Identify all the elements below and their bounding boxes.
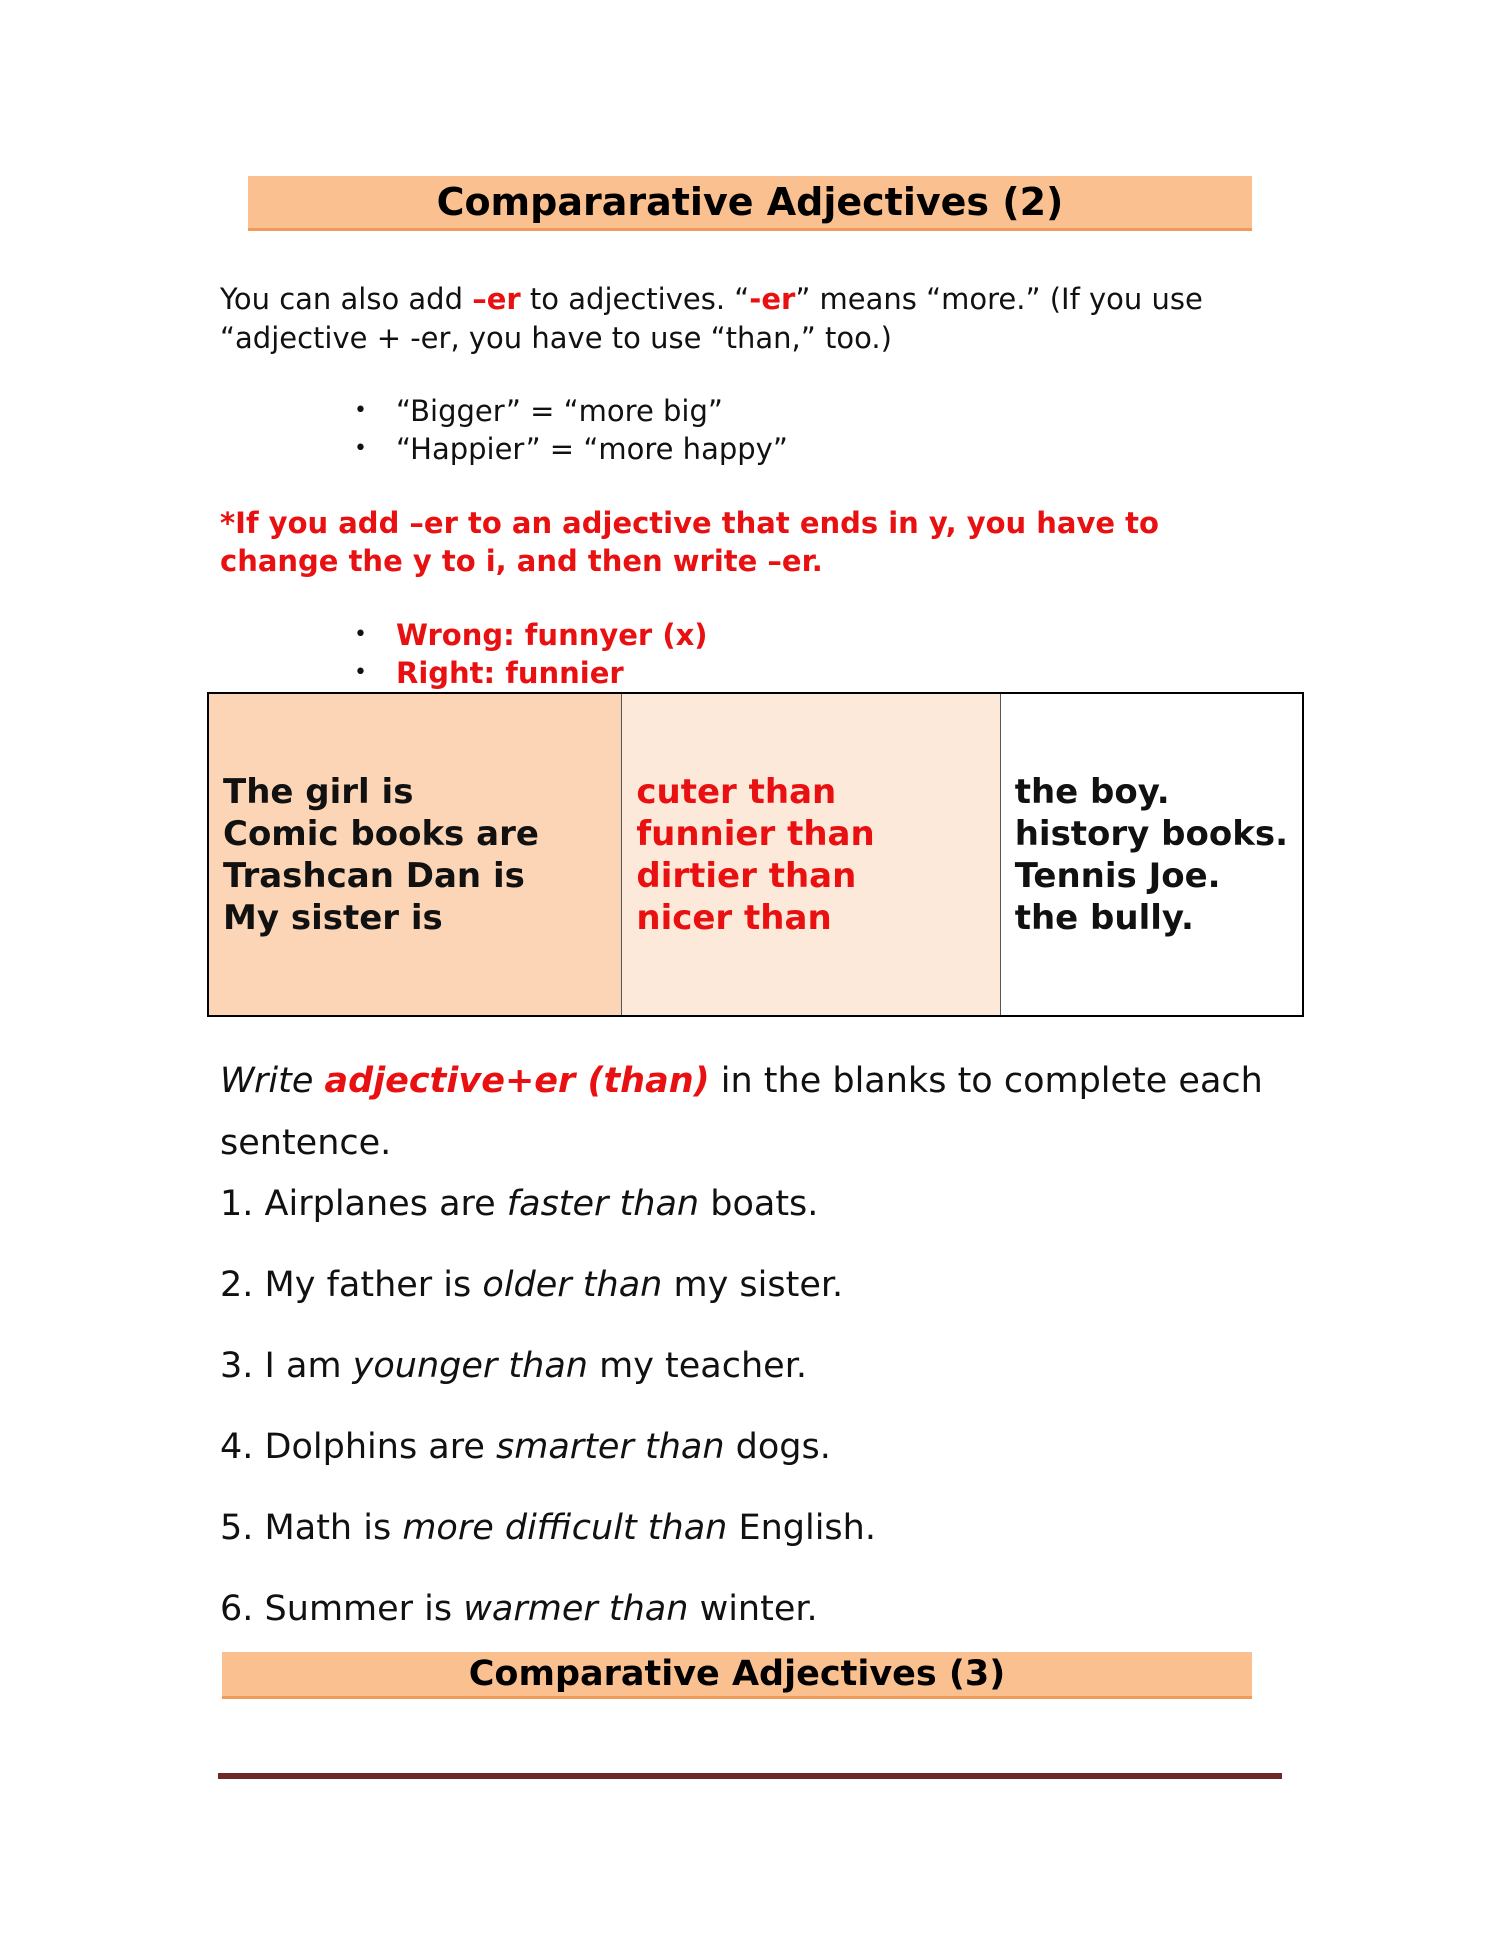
er-highlight: -er	[749, 282, 796, 316]
page-title: Compararative Adjectives (2)	[248, 176, 1252, 231]
sentence-text: winter.	[688, 1589, 818, 1629]
sentence-answer: warmer than	[463, 1589, 689, 1629]
sentence-table	[207, 692, 1304, 1017]
sentence-text: My father is	[264, 1265, 483, 1305]
list-item	[354, 616, 708, 654]
intro-paragraph	[220, 280, 1280, 358]
sentence-text: Summer is	[264, 1589, 464, 1629]
sentence-text: Math is	[264, 1508, 403, 1548]
subject-text: Trashcan Dan is	[223, 855, 525, 896]
sentence-answer: smarter than	[496, 1427, 725, 1467]
comparative-text: funnier than	[636, 813, 875, 854]
bullet-icon: •	[354, 622, 367, 647]
objects-column	[1000, 693, 1303, 1016]
exercise-instructions	[220, 1050, 1280, 1174]
sentence-text: Dolphins are	[264, 1427, 497, 1467]
intro-text: You can also add	[220, 282, 473, 316]
intro-text: ” means “more.” (If you use “adjective + -er, you have to use “than,” too.)	[220, 282, 1203, 355]
spelling-rule: *If you add –er to an adjective that ends in y, you have to change the y to i, and then write –er.	[220, 506, 1159, 578]
sentence-answer: younger than	[352, 1346, 588, 1386]
instruction-write: Write	[220, 1061, 314, 1101]
object-text: history books.	[1014, 813, 1288, 854]
sentence-number: 4.	[220, 1427, 254, 1467]
rule-example-list	[354, 616, 708, 692]
sentence-text: English.	[727, 1508, 876, 1548]
sentence-text: my sister.	[662, 1265, 844, 1305]
comparative-text: dirtier than	[636, 855, 857, 896]
subject-text: My sister is	[223, 897, 443, 938]
subjects-column	[208, 693, 622, 1016]
comparatives-column	[622, 693, 1000, 1016]
bullet-icon: •	[354, 436, 367, 461]
list-item	[354, 654, 708, 692]
footer-divider	[218, 1773, 1282, 1779]
exercise-sentence	[220, 1344, 807, 1388]
object-text: the boy.	[1014, 771, 1170, 812]
sentence-text: I am	[264, 1346, 353, 1386]
list-item-text: “Happier” = “more happy”	[396, 432, 788, 466]
sentence-answer: more difficult than	[402, 1508, 728, 1548]
sentence-text: dogs.	[724, 1427, 831, 1467]
sentence-text: Airplanes are	[264, 1184, 507, 1224]
exercise-sentence	[220, 1182, 818, 1226]
instruction-highlight: adjective+er (than)	[324, 1061, 710, 1101]
sentence-answer: faster than	[506, 1184, 700, 1224]
sentence-number: 6.	[220, 1589, 254, 1629]
sentence-number: 3.	[220, 1346, 254, 1386]
sentence-answer: older than	[482, 1265, 663, 1305]
subject-text: Comic books are	[223, 813, 539, 854]
list-item	[354, 430, 788, 468]
object-text: Tennis Joe.	[1014, 855, 1221, 896]
bullet-icon: •	[354, 398, 367, 423]
section-title: Comparative Adjectives (3)	[222, 1652, 1252, 1699]
intro-text: to adjectives. “	[520, 282, 750, 316]
er-highlight: –er	[472, 282, 521, 316]
instruction-text: in the blanks to complete each sentence.	[220, 1061, 1263, 1163]
comparative-text: cuter than	[636, 771, 837, 812]
exercise-sentence	[220, 1587, 818, 1631]
bullet-icon: •	[354, 660, 367, 685]
list-item-text: Right: funnier	[396, 656, 624, 690]
sentence-number: 5.	[220, 1508, 254, 1548]
list-item	[354, 392, 788, 430]
list-item-text: Wrong: funnyer (x)	[396, 618, 708, 652]
list-item-text: “Bigger” = “more big”	[396, 394, 723, 428]
exercise-sentence	[220, 1425, 831, 1469]
example-list	[354, 392, 788, 468]
exercise-sentence	[220, 1506, 876, 1550]
sentence-number: 2.	[220, 1265, 254, 1305]
sentence-number: 1.	[220, 1184, 254, 1224]
comparative-text: nicer than	[636, 897, 832, 938]
sentence-text: boats.	[699, 1184, 819, 1224]
sentence-text: my teacher.	[587, 1346, 807, 1386]
exercise-sentence	[220, 1263, 843, 1307]
object-text: the bully.	[1014, 897, 1194, 938]
subject-text: The girl is	[223, 771, 414, 812]
